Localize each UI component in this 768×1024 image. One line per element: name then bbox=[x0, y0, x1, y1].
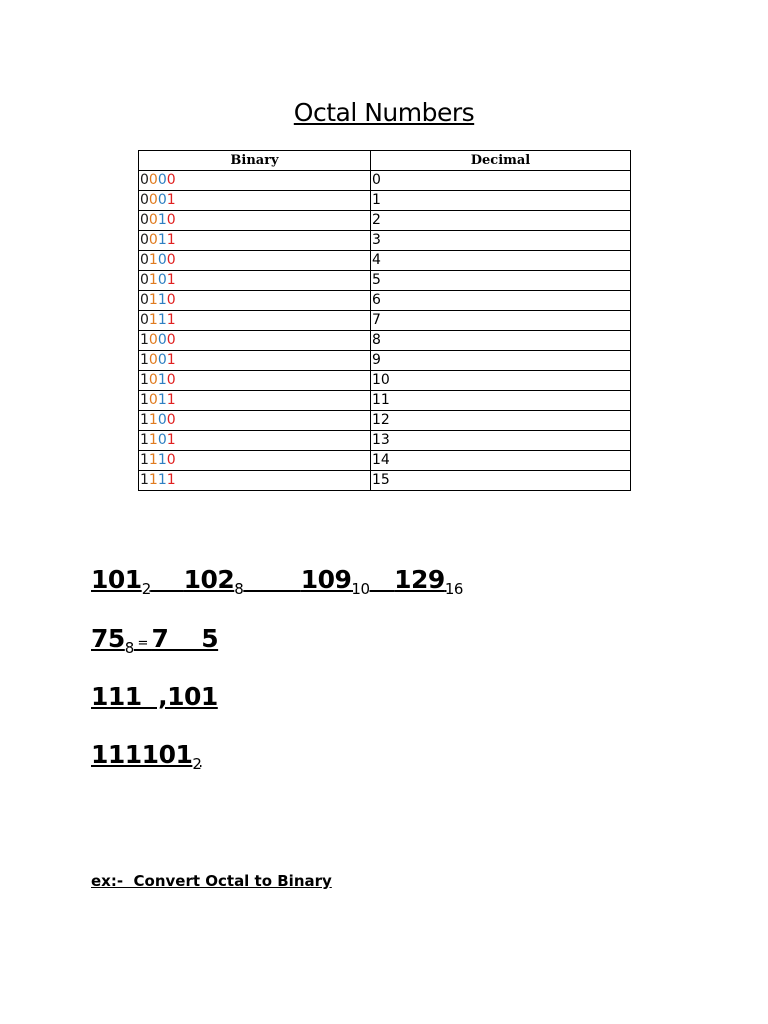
table-row bbox=[139, 171, 631, 191]
binary-digit: 0 bbox=[148, 192, 158, 208]
decimal-cell: 8 bbox=[371, 331, 631, 351]
binary-digit: 0 bbox=[140, 272, 149, 288]
number-base16: 129 bbox=[394, 565, 445, 594]
binary-digit: 1 bbox=[157, 452, 167, 468]
binary-digit: 1 bbox=[140, 412, 149, 428]
binary-result-line bbox=[91, 738, 201, 772]
binary-cell bbox=[139, 211, 371, 231]
binary-digit: 1 bbox=[166, 472, 176, 488]
table-row bbox=[139, 391, 631, 411]
binary-cell bbox=[139, 431, 371, 451]
table-row bbox=[139, 471, 631, 491]
binary-digit: 1 bbox=[166, 392, 176, 408]
decimal-cell: 10 bbox=[371, 371, 631, 391]
binary-digit: 0 bbox=[157, 272, 167, 288]
binary-cell bbox=[139, 371, 371, 391]
binary-digit: 0 bbox=[166, 332, 176, 348]
decimal-cell: 5 bbox=[371, 271, 631, 291]
table-row bbox=[139, 251, 631, 271]
binary-cell bbox=[139, 331, 371, 351]
binary-digit: 1 bbox=[148, 472, 158, 488]
binary-digit: 0 bbox=[157, 332, 167, 348]
binary-cell bbox=[139, 171, 371, 191]
binary-digit: 1 bbox=[157, 212, 167, 228]
binary-digit: 0 bbox=[148, 232, 158, 248]
column-header-decimal: Decimal bbox=[371, 151, 631, 171]
column-header-binary: Binary bbox=[139, 151, 371, 171]
decimal-cell: 13 bbox=[371, 431, 631, 451]
decimal-cell: 14 bbox=[371, 451, 631, 471]
table-row bbox=[139, 271, 631, 291]
binary-digit: 1 bbox=[166, 312, 176, 328]
equals-sign: = bbox=[133, 636, 152, 651]
number-base8: 102 bbox=[183, 565, 235, 594]
binary-digit: 1 bbox=[166, 232, 176, 248]
binary-cell bbox=[139, 411, 371, 431]
table-row bbox=[139, 351, 631, 371]
binary-digit: 0 bbox=[157, 352, 167, 368]
table-body bbox=[139, 171, 631, 491]
table-row bbox=[139, 191, 631, 211]
binary-digit: 1 bbox=[148, 432, 158, 448]
table-row bbox=[139, 231, 631, 251]
decimal-cell: 7 bbox=[371, 311, 631, 331]
base-subscript: 2 bbox=[141, 580, 151, 598]
number-base2: 101 bbox=[91, 565, 142, 594]
binary-digit: 0 bbox=[148, 332, 158, 348]
binary-digit: 1 bbox=[140, 432, 149, 448]
page-title: Octal Numbers bbox=[293, 98, 475, 127]
binary-digit: 0 bbox=[140, 312, 149, 328]
binary-digit: 1 bbox=[148, 312, 158, 328]
decimal-cell: 2 bbox=[371, 211, 631, 231]
table-row bbox=[139, 291, 631, 311]
binary-digit: 1 bbox=[157, 392, 167, 408]
table-row bbox=[139, 431, 631, 451]
binary-digit: 1 bbox=[166, 192, 176, 208]
binary-digit: 1 bbox=[140, 332, 149, 348]
binary-digit: 0 bbox=[166, 292, 176, 308]
base-subscript: 8 bbox=[234, 580, 244, 598]
binary-cell bbox=[139, 251, 371, 271]
decimal-cell: 15 bbox=[371, 471, 631, 491]
binary-digit: 0 bbox=[166, 212, 176, 228]
binary-digit: 0 bbox=[148, 372, 158, 388]
table-row bbox=[139, 411, 631, 431]
decimal-cell: 3 bbox=[371, 231, 631, 251]
binary-digit: 0 bbox=[157, 172, 167, 188]
binary-digit: 1 bbox=[148, 252, 158, 268]
binary-digit: 1 bbox=[157, 292, 167, 308]
binary-digit: 0 bbox=[140, 172, 149, 188]
binary-digit: 1 bbox=[148, 452, 158, 468]
binary-digit: 1 bbox=[157, 232, 167, 248]
binary-cell bbox=[139, 271, 371, 291]
binary-cell bbox=[139, 191, 371, 211]
binary-result: 111101 bbox=[91, 740, 193, 769]
number-base10: 109 bbox=[300, 565, 352, 594]
table-row bbox=[139, 211, 631, 231]
octal-digits: 7 5 bbox=[151, 624, 219, 653]
binary-digit: 0 bbox=[166, 452, 176, 468]
table-header-row bbox=[139, 151, 631, 171]
binary-cell bbox=[139, 471, 371, 491]
binary-digit: 1 bbox=[140, 452, 149, 468]
table-row bbox=[139, 311, 631, 331]
decimal-cell: 4 bbox=[371, 251, 631, 271]
binary-digit: 0 bbox=[148, 212, 158, 228]
binary-digit: 1 bbox=[166, 272, 176, 288]
binary-digit: 0 bbox=[140, 292, 149, 308]
base-subscript: 10 bbox=[351, 580, 370, 598]
binary-digit: 0 bbox=[166, 372, 176, 388]
binary-cell bbox=[139, 391, 371, 411]
base-subscript: 8 bbox=[124, 639, 134, 657]
table-row bbox=[139, 371, 631, 391]
decimal-cell: 1 bbox=[371, 191, 631, 211]
decimal-cell: 0 bbox=[371, 171, 631, 191]
octal-number: 75 bbox=[91, 624, 125, 653]
binary-cell bbox=[139, 291, 371, 311]
base-subscript: 16 bbox=[444, 580, 463, 598]
binary-digit: 1 bbox=[140, 372, 149, 388]
binary-digit: 1 bbox=[157, 372, 167, 388]
binary-digit: 1 bbox=[157, 472, 167, 488]
binary-digit: 0 bbox=[140, 232, 149, 248]
binary-digit: 0 bbox=[166, 412, 176, 428]
binary-cell bbox=[139, 451, 371, 471]
binary-digit: 1 bbox=[148, 292, 158, 308]
binary-digit: 0 bbox=[157, 432, 167, 448]
binary-digit: 1 bbox=[157, 312, 167, 328]
binary-digit: 0 bbox=[148, 392, 158, 408]
binary-digit: 0 bbox=[148, 352, 158, 368]
number-bases-line bbox=[91, 563, 463, 597]
binary-digit: 1 bbox=[148, 412, 158, 428]
binary-digit: 1 bbox=[148, 272, 158, 288]
binary-digit: 1 bbox=[140, 472, 149, 488]
table-row bbox=[139, 451, 631, 471]
binary-digit: 0 bbox=[140, 212, 149, 228]
decimal-cell: 6 bbox=[371, 291, 631, 311]
base-subscript: 2 bbox=[192, 755, 202, 773]
binary-groups-line: 111 ,101 bbox=[91, 682, 218, 711]
binary-decimal-table bbox=[138, 150, 631, 491]
binary-digit: 1 bbox=[140, 392, 149, 408]
binary-cell bbox=[139, 351, 371, 371]
binary-digit: 0 bbox=[140, 252, 149, 268]
binary-digit: 0 bbox=[157, 412, 167, 428]
binary-digit: 0 bbox=[166, 172, 176, 188]
octal-split-line bbox=[91, 622, 218, 661]
decimal-cell: 12 bbox=[371, 411, 631, 431]
binary-digit: 0 bbox=[148, 172, 158, 188]
binary-digit: 1 bbox=[166, 352, 176, 368]
table-row bbox=[139, 331, 631, 351]
binary-digit: 1 bbox=[140, 352, 149, 368]
binary-cell bbox=[139, 311, 371, 331]
binary-cell bbox=[139, 231, 371, 251]
example-label: ex:- Convert Octal to Binary bbox=[91, 872, 332, 890]
binary-digit: 0 bbox=[140, 192, 149, 208]
decimal-cell: 11 bbox=[371, 391, 631, 411]
binary-digit: 0 bbox=[157, 252, 167, 268]
binary-digit: 0 bbox=[166, 252, 176, 268]
binary-digit: 0 bbox=[157, 192, 167, 208]
decimal-cell: 9 bbox=[371, 351, 631, 371]
binary-digit: 1 bbox=[166, 432, 176, 448]
